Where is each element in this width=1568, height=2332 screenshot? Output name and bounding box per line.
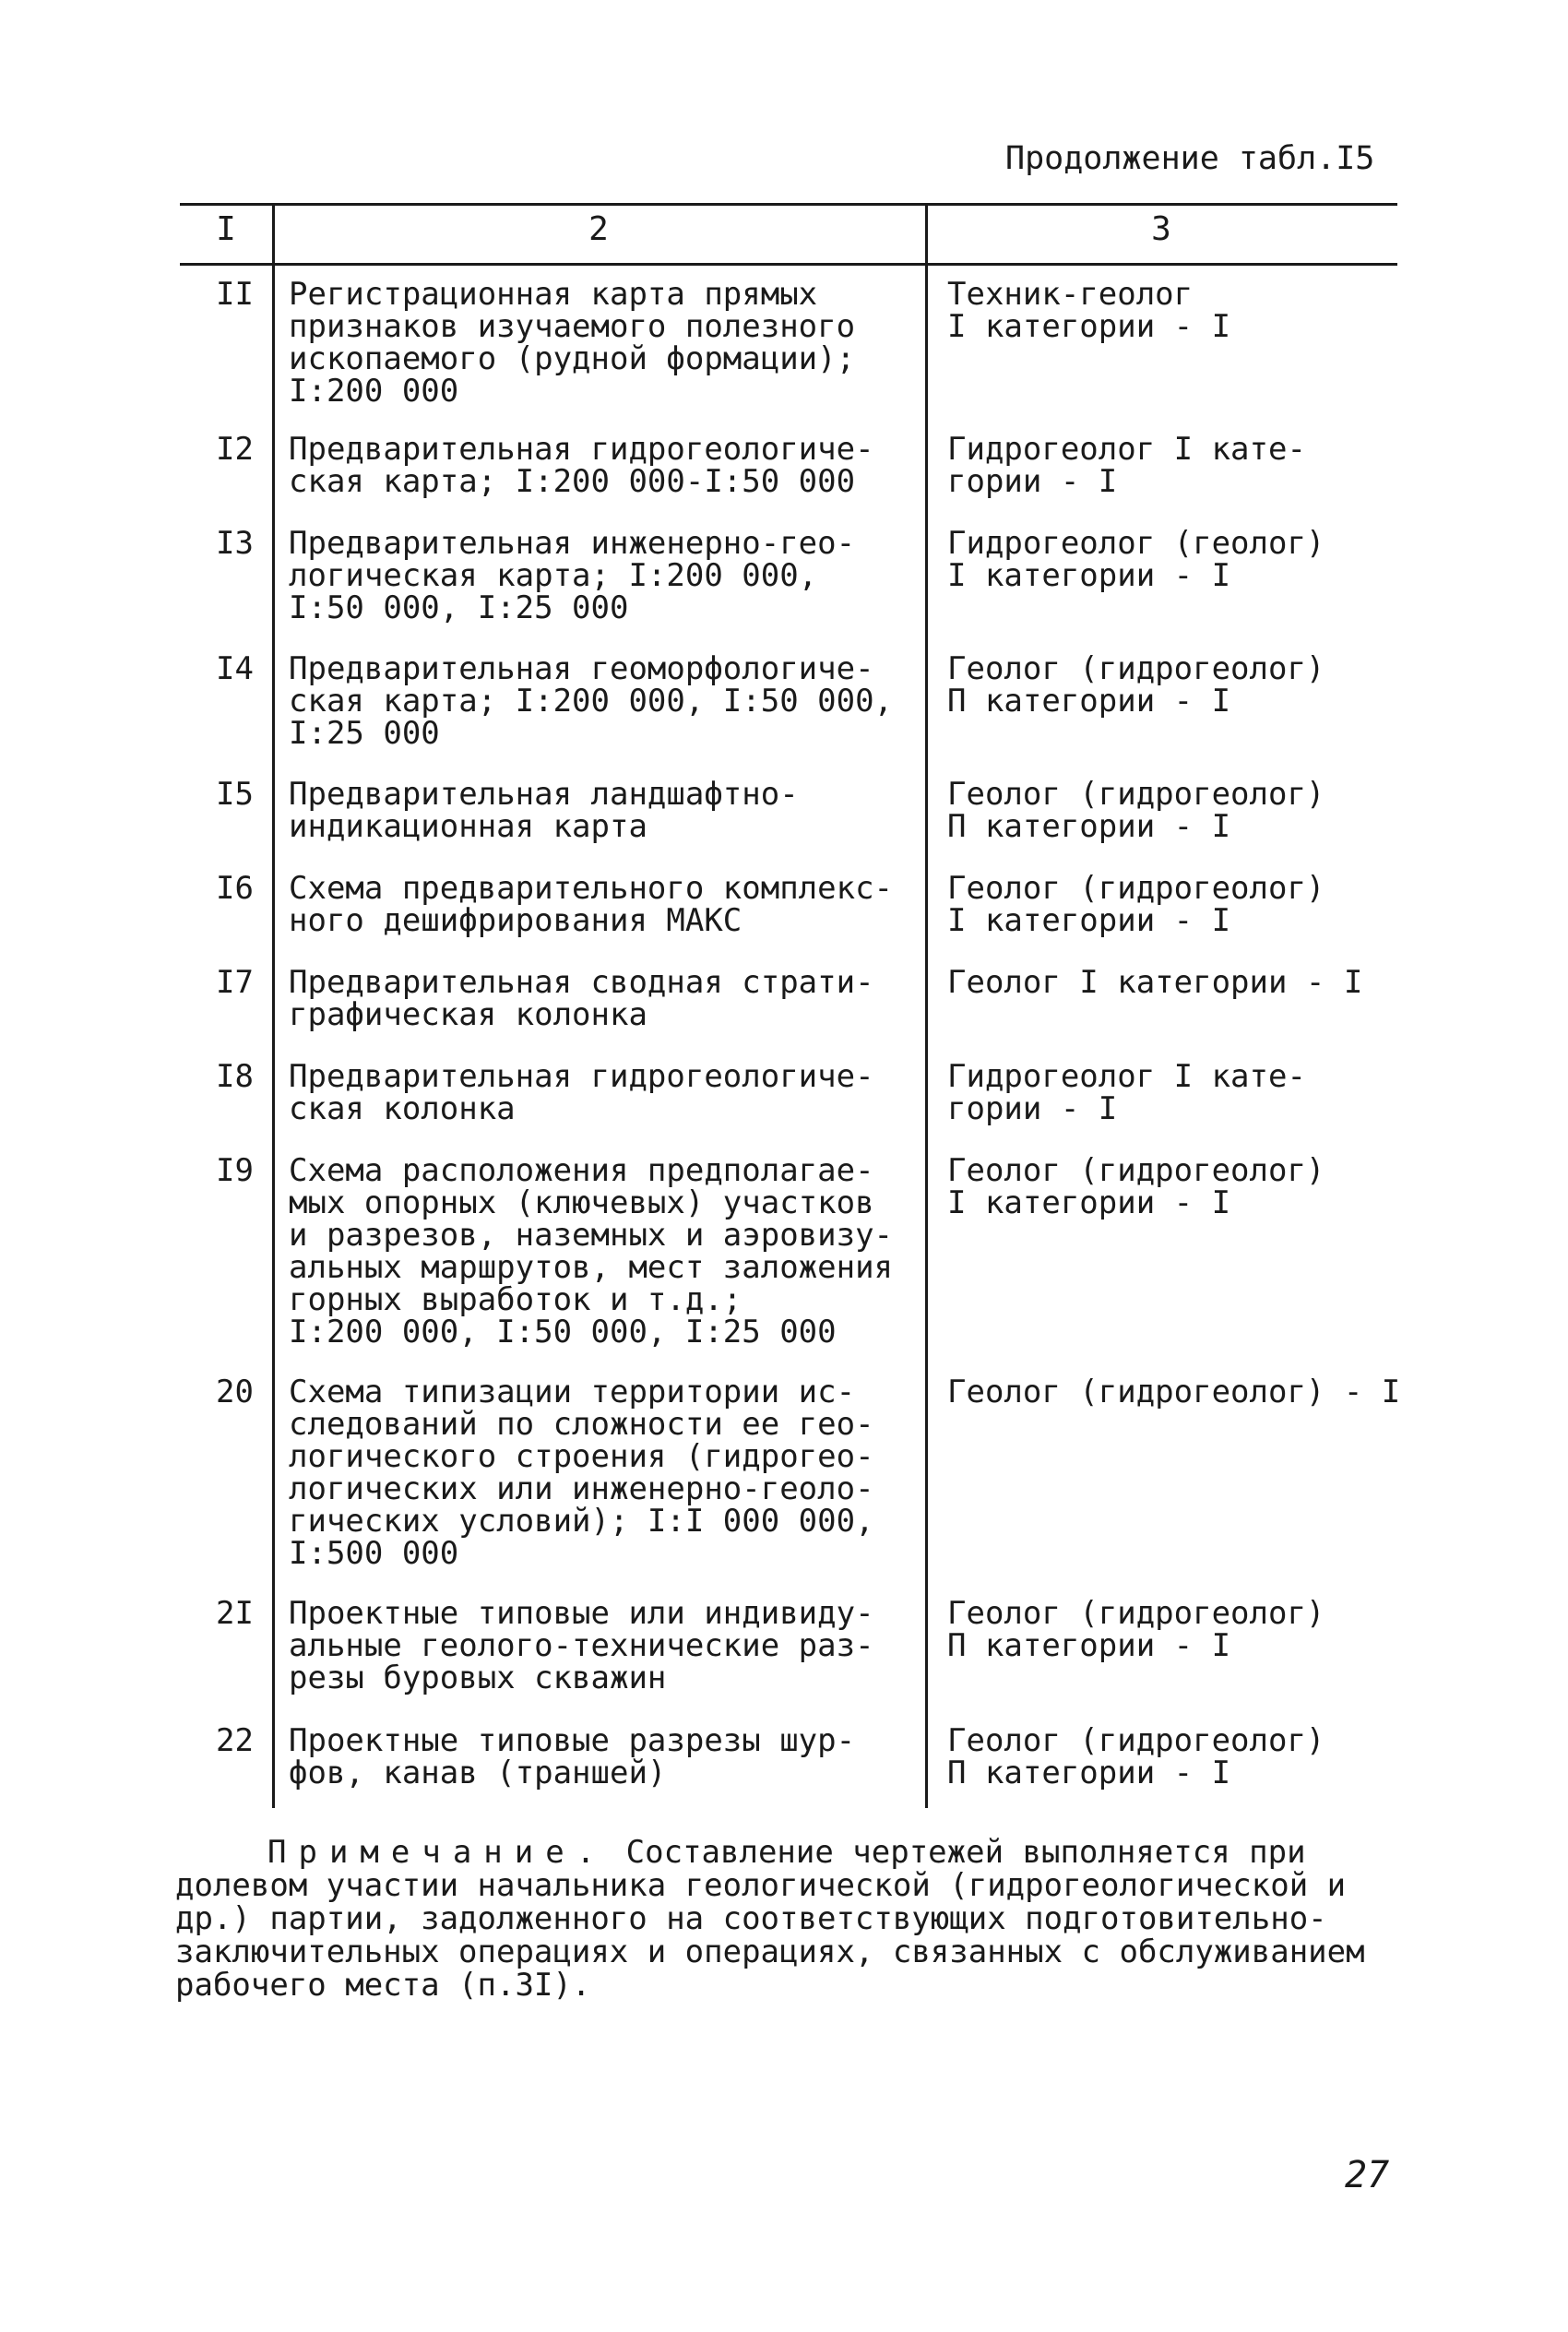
- table: [180, 203, 1401, 1808]
- row-description: Проектные типовые или индивиду- альные геолого-технические раз- резы буровых скважин: [289, 1595, 874, 1696]
- row-executor: Геолог (гидрогеолог) П категории - I: [947, 1722, 1325, 1791]
- row-executor: Техник-геолог I категории - I: [947, 276, 1231, 345]
- row-executor: Геолог (гидрогеолог) П категории - I: [947, 1595, 1325, 1664]
- row-description: Регистрационная карта прямых признаков изучаемого полезного ископаемого (рудной формации); I:200 000: [289, 276, 856, 410]
- row-description: Предварительная сводная страти- графическая колонка: [289, 964, 874, 1033]
- row-executor: Геолог (гидрогеолог) I категории - I: [947, 1152, 1325, 1221]
- row-description: Предварительная инженерно-гео- логическая карта; I:200 000, I:50 000, I:25 000: [289, 525, 856, 626]
- row-number: 22: [216, 1722, 254, 1759]
- page-number: 27: [1345, 2154, 1390, 2196]
- row-executor: Геолог (гидрогеолог) П категории - I: [947, 650, 1325, 720]
- note-line: др.) партии, задолженного на соответствующих подготовительно-: [175, 1900, 1327, 1937]
- row-number: I2: [216, 431, 254, 468]
- row-executor: Гидрогеолог (геолог) I категории - I: [947, 525, 1325, 594]
- row-description: Предварительная гидрогеологиче- ская карта; I:200 000-I:50 000: [289, 431, 874, 500]
- row-number: 20: [216, 1374, 254, 1410]
- row-description: Схема расположения предполагае- мых опорных (ключевых) участков и разрезов, наземных и аэровизу- альных маршрутов, мест заложения горных выработок и т.д.; I:200 000, I:50 000, I:25 000: [289, 1152, 894, 1350]
- note-line: Составление чертежей выполняется при: [625, 1834, 1306, 1871]
- table-top-rule: [180, 203, 1397, 206]
- table-header-rule: [180, 263, 1397, 266]
- note-line: заключительных операциях и операциях, связанных с обслуживанием: [175, 1933, 1365, 1970]
- row-number: II: [216, 276, 254, 313]
- row-number: I9: [216, 1152, 254, 1189]
- row-executor: Геолог (гидрогеолог) П категории - I: [947, 776, 1325, 845]
- row-description: Предварительная гидрогеологиче- ская колонка: [289, 1058, 874, 1127]
- row-description: Проектные типовые разрезы шур- фов, канав (траншей): [289, 1722, 856, 1791]
- row-description: Предварительная ландшафтно- индикационная карта: [289, 776, 799, 845]
- row-description: Схема предварительного комплекс- ного дешифрирования МАКС: [289, 870, 894, 939]
- column-divider-1: [272, 203, 275, 1808]
- row-executor: Гидрогеолог I кате- гории - I: [947, 431, 1306, 500]
- row-executor: Геолог I категории - I: [947, 964, 1363, 1001]
- table-caption: Продолжение табл.I5: [1005, 140, 1375, 177]
- header-col-1: I: [216, 210, 236, 248]
- row-number: I7: [216, 964, 254, 1001]
- header-col-2: 2: [588, 210, 609, 248]
- note-label: Примечание.: [267, 1834, 608, 1871]
- row-executor: Геолог (гидрогеолог) I категории - I: [947, 870, 1325, 939]
- row-description: Предварительная геоморфологиче- ская карта; I:200 000, I:50 000, I:25 000: [289, 650, 894, 752]
- row-number: I4: [216, 650, 254, 687]
- row-executor: Геолог (гидрогеолог) - I: [947, 1374, 1401, 1410]
- note-line: рабочего места (п.3I).: [175, 1967, 591, 2004]
- table-note: [175, 1836, 1402, 2002]
- row-number: 2I: [216, 1595, 254, 1632]
- row-number: I3: [216, 525, 254, 562]
- header-col-3: 3: [1151, 210, 1171, 248]
- note-line: долевом участии начальника геологической (гидрогеологической и: [175, 1867, 1347, 1904]
- row-description: Схема типизации территории ис- следований по сложности ее гео- логического строения (гидрогео- логических или инженерно-геоло- гических условий); I:I 000 000, I:500 000: [289, 1374, 874, 1572]
- row-number: I6: [216, 870, 254, 907]
- row-executor: Гидрогеолог I кате- гории - I: [947, 1058, 1306, 1127]
- row-number: I8: [216, 1058, 254, 1095]
- row-number: I5: [216, 776, 254, 813]
